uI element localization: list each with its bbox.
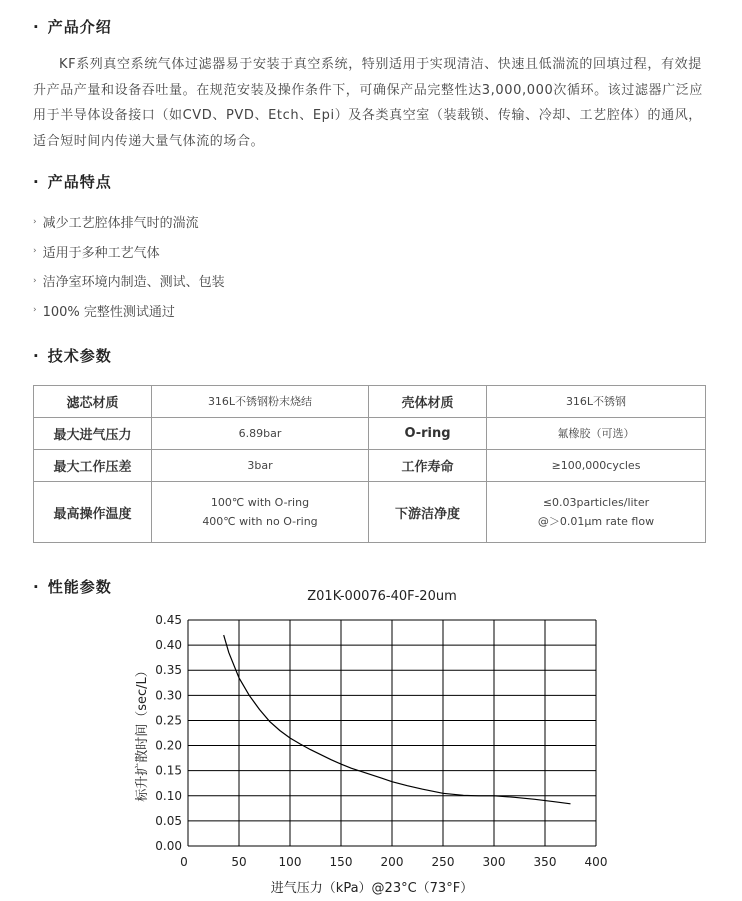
series-line bbox=[224, 635, 571, 804]
x-tick-label: 400 bbox=[584, 855, 608, 869]
x-tick-label: 200 bbox=[380, 855, 404, 869]
spec-key: O-ring bbox=[369, 418, 487, 450]
y-axis-label: 标升扩散时间（sec/L） bbox=[135, 664, 150, 802]
spec-key: 最大进气压力 bbox=[34, 418, 152, 450]
performance-chart bbox=[0, 580, 742, 901]
spec-row bbox=[34, 482, 706, 543]
spec-table bbox=[33, 385, 706, 543]
x-axis-label: 进气压力（kPa）@23°C（73°F） bbox=[270, 881, 474, 896]
spec-value: ≤0.03particles/liter @＞0.01μm rate flow bbox=[487, 482, 706, 543]
spec-value: 100℃ with O-ring 400℃ with no O-ring bbox=[152, 482, 369, 543]
features-section-title: · 产品特点 bbox=[33, 173, 112, 191]
intro-section-title: · 产品介绍 bbox=[33, 18, 112, 36]
y-tick-label: 0.05 bbox=[155, 813, 182, 828]
bullet-arrow-icon: › bbox=[33, 246, 37, 257]
feature-item: › 洁净室环境内制造、测试、包装 bbox=[33, 275, 225, 291]
bullet-arrow-icon: › bbox=[33, 305, 37, 316]
y-tick-label: 0.45 bbox=[155, 613, 182, 627]
perf-section-title: · 性能参数 bbox=[33, 578, 112, 596]
y-tick-label: 0.25 bbox=[155, 713, 182, 728]
x-tick-label: 350 bbox=[533, 855, 557, 869]
spec-key: 最大工作压差 bbox=[34, 450, 152, 482]
x-tick-label: 0 bbox=[180, 855, 188, 869]
y-tick-label: 0.35 bbox=[155, 663, 182, 678]
spec-value: 3bar bbox=[152, 450, 369, 482]
chart-title: Z01K-00076-40F-20um bbox=[307, 589, 457, 604]
y-tick-label: 0.20 bbox=[155, 738, 182, 753]
x-tick-label: 50 bbox=[231, 855, 247, 869]
spec-key: 工作寿命 bbox=[369, 450, 487, 482]
spec-value: 316L不锈钢 bbox=[487, 386, 706, 418]
feature-item: › 适用于多种工艺气体 bbox=[33, 245, 160, 261]
y-tick-label: 0.15 bbox=[155, 763, 182, 778]
feature-list bbox=[33, 207, 225, 325]
spec-value: 氟橡胶（可选） bbox=[487, 418, 706, 450]
bullet-arrow-icon: › bbox=[33, 275, 37, 286]
y-tick-label: 0.40 bbox=[155, 638, 182, 653]
y-tick-label: 0.30 bbox=[155, 688, 182, 703]
spec-key: 滤芯材质 bbox=[34, 386, 152, 418]
spec-row bbox=[34, 450, 706, 482]
y-tick-label: 0.10 bbox=[155, 788, 182, 803]
spec-key: 最高操作温度 bbox=[34, 482, 152, 543]
spec-section-title: · 技术参数 bbox=[33, 347, 112, 365]
intro-paragraph: KF系列真空系统气体过滤器易于安装于真空系统，特别适用于实现清洁、快速且低湍流的回填过程，有效提升产品产量和设备吞吐量。在规范安装及操作条件下，可确保产品完整性达3,000,000次循环。该过滤器广泛应用于半导体设备接口（如CVD、PVD、Etch、Epi）及各类真空室（装载锁、传输、冷却、工艺腔体）的通风，适合短时间内传递大量气体流的场合。 bbox=[33, 57, 703, 149]
spec-value: 6.89bar bbox=[152, 418, 369, 450]
x-tick-label: 300 bbox=[482, 855, 506, 869]
spec-row bbox=[34, 418, 706, 450]
feature-item: › 减少工艺腔体排气时的湍流 bbox=[33, 216, 199, 232]
y-tick-label: 0.00 bbox=[155, 839, 182, 853]
bullet-arrow-icon: › bbox=[33, 216, 37, 227]
spec-row bbox=[34, 386, 706, 418]
x-tick-label: 100 bbox=[278, 855, 302, 869]
x-tick-label: 250 bbox=[431, 855, 455, 869]
feature-item: › 100% 完整性测试通过 bbox=[33, 304, 175, 320]
spec-key: 壳体材质 bbox=[369, 386, 487, 418]
spec-value: 316L不锈钢粉末烧结 bbox=[152, 386, 369, 418]
spec-value: ≥100,000cycles bbox=[487, 450, 706, 482]
spec-key: 下游洁净度 bbox=[369, 482, 487, 543]
x-tick-label: 150 bbox=[329, 855, 353, 869]
